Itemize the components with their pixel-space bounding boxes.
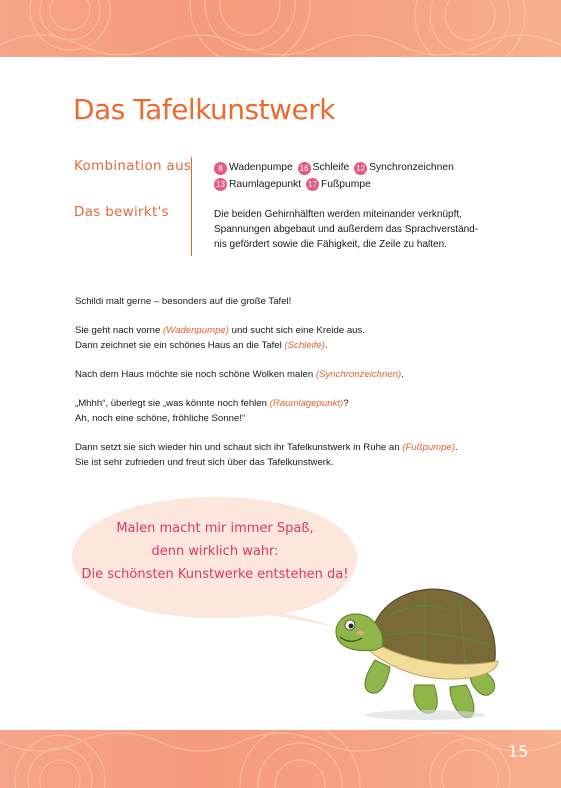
- effect-description: [214, 207, 489, 252]
- effect-line: Spannungen abgebaut und außerdem das Sprachverständ-: [214, 224, 479, 235]
- number-badge: 16: [298, 162, 311, 175]
- number-badge: 17: [306, 178, 319, 191]
- story-line: Dann setzt sie sich wieder hin und schaut sich ihr Tafelkunstwerk in Ruhe an: [75, 441, 403, 453]
- story-line: Dann zeichnet sie ein schönes Haus an die Tafel: [75, 339, 285, 351]
- story-line: Ah, noch eine schöne, fröhliche Sonne!“: [75, 412, 246, 424]
- exercise-reference: (Synchronzeichnen): [315, 368, 402, 380]
- combination-item-name: Fußpumpe: [321, 178, 371, 190]
- combination-item: [354, 160, 454, 176]
- combination-item: [306, 177, 371, 193]
- story-line: und sucht sich eine Kreide aus.: [228, 325, 365, 337]
- section-divider: [191, 157, 192, 256]
- story-paragraph: [75, 397, 495, 426]
- combination-item-name: Raumlagepunkt: [229, 178, 302, 190]
- story-line: Nach dem Haus möchte sie noch schöne Wolken malen: [75, 368, 316, 380]
- combination-label: Kombination aus: [74, 158, 192, 174]
- story-line: .: [455, 441, 458, 453]
- story-text: [75, 295, 495, 485]
- combination-item: [214, 160, 293, 176]
- turtle-illustration-icon: [330, 575, 505, 730]
- exercise-reference: (Wadenpumpe): [163, 325, 229, 337]
- exercise-reference: (Raumlagepunkt): [269, 398, 344, 410]
- combination-item: [214, 177, 301, 193]
- mandala-ornament-icon: [0, 730, 561, 788]
- page-number: 15: [508, 742, 529, 761]
- effect-line: Die beiden Gehirnhälften werden miteinander verknüpft,: [214, 209, 462, 220]
- story-line: Schildi malt gerne – besonders auf die große Tafel!: [75, 296, 292, 307]
- combination-item-name: Schleife: [312, 162, 350, 173]
- story-line: .: [401, 368, 404, 380]
- bubble-line: denn wirklich wahr:: [151, 544, 279, 559]
- number-badge: 12: [354, 162, 367, 175]
- header-band: [0, 0, 561, 57]
- bubble-line: Malen macht mir immer Spaß,: [116, 521, 314, 536]
- combination-item-name: Synchronzeichnen: [369, 162, 454, 173]
- combination-item-name: Wadenpumpe: [229, 162, 293, 173]
- mandala-ornament-icon: [0, 0, 561, 57]
- story-line: Sie ist sehr zufrieden und freut sich über das Tafelkunstwerk.: [75, 456, 334, 468]
- story-line: ?: [343, 398, 349, 410]
- number-badge: 13: [214, 178, 227, 191]
- footer-band: [0, 730, 561, 788]
- bubble-line: Die schönsten Kunstwerke entstehen da!: [81, 567, 349, 582]
- page-title: Das Tafelkunstwerk: [73, 93, 335, 126]
- exercise-reference: (Fußpumpe): [402, 441, 456, 453]
- number-badge: 8: [214, 162, 227, 175]
- story-paragraph: [75, 368, 495, 383]
- story-line: Sie geht nach vorne: [75, 325, 164, 337]
- exercise-reference: (Schleife): [284, 339, 325, 351]
- speech-bubble: [70, 495, 370, 630]
- story-paragraph: [75, 441, 495, 470]
- effect-line: nis gefördert sowie die Fähigkeit, die Zeile zu halten.: [214, 239, 447, 250]
- combination-list: [214, 160, 456, 193]
- speech-bubble-text: [70, 517, 360, 586]
- effect-label: Das bewirkt's: [74, 204, 169, 220]
- story-line: .: [324, 339, 328, 351]
- story-paragraph: [75, 295, 495, 310]
- story-line: „Mhhh“, überlegt sie „was könnte noch fehlen: [75, 398, 270, 410]
- story-paragraph: [75, 324, 495, 353]
- combination-item: [298, 160, 350, 176]
